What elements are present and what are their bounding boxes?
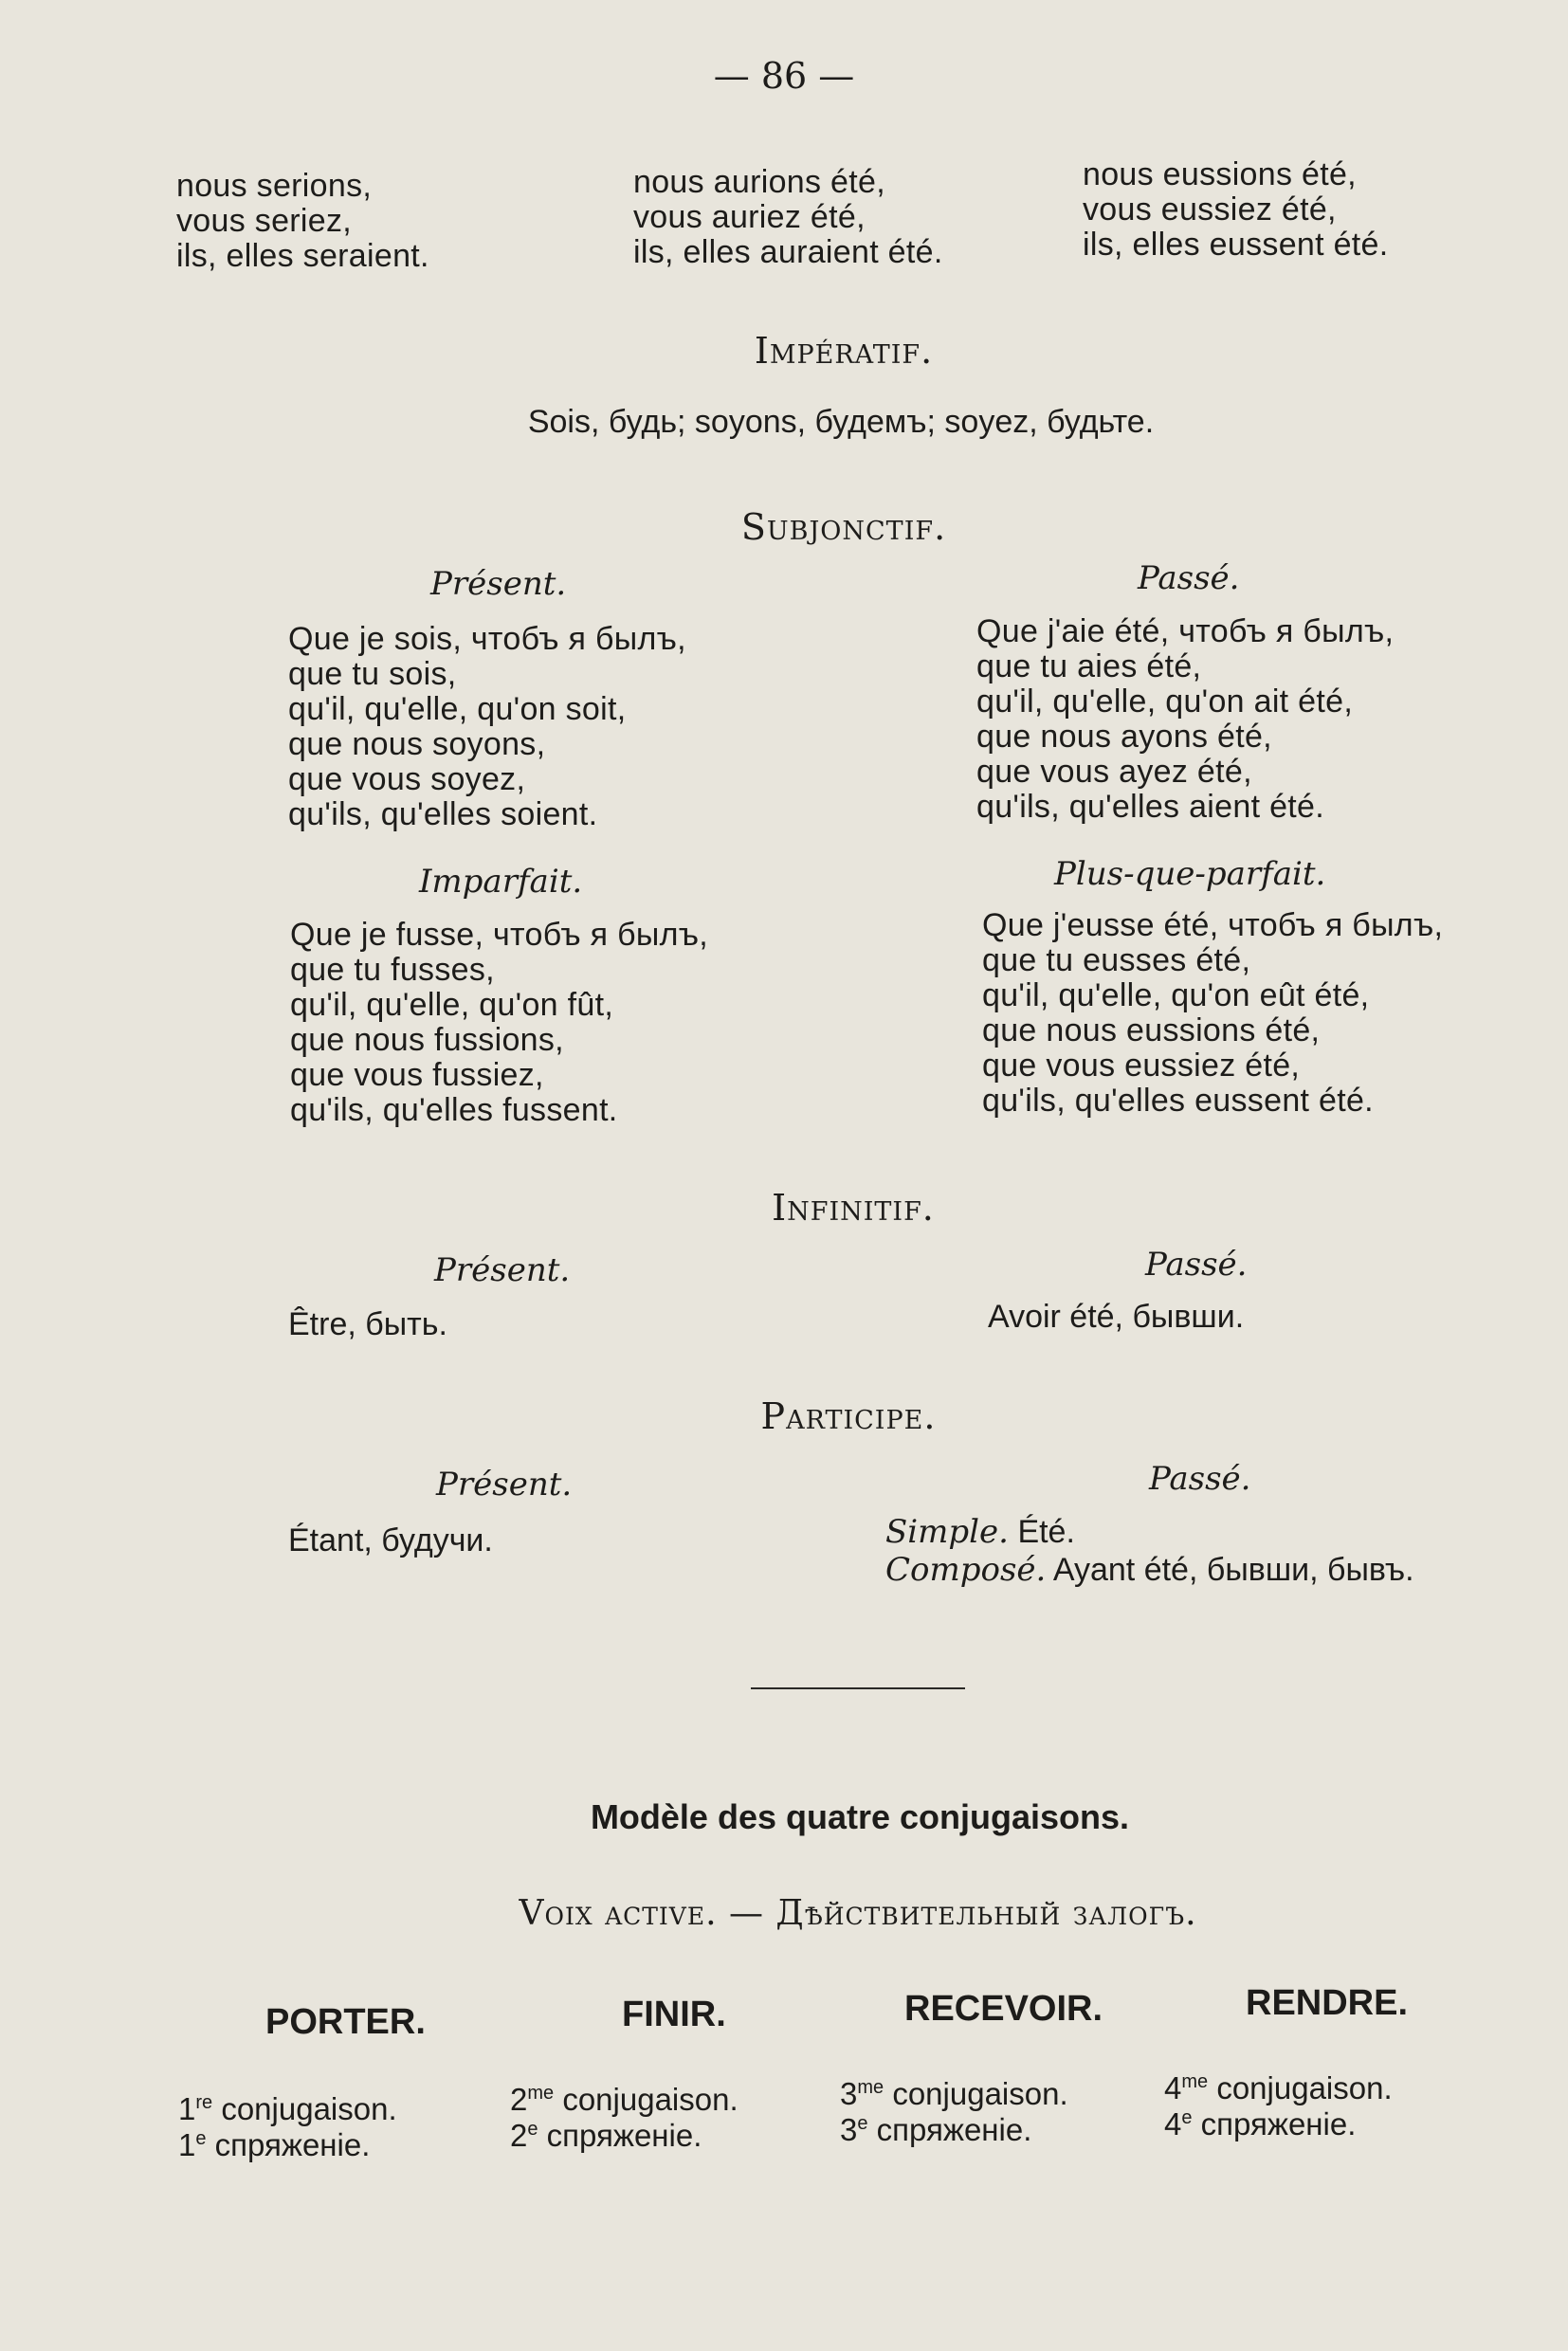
text-line: que vous eussiez été, [982, 1048, 1301, 1084]
text-line: nous eussions été, [1083, 156, 1357, 192]
text-line: qu'ils, qu'elles aient été. [976, 789, 1324, 825]
text-line: que tu aies été, [976, 648, 1202, 684]
text-line: qu'ils, qu'elles eussent été. [982, 1083, 1374, 1119]
subjonctif-present-block [288, 622, 686, 832]
participe-heading: Participe. [760, 1395, 937, 1437]
text-line: qu'ils, qu'elles soient. [288, 796, 598, 832]
verb-finir: FINIR. [622, 1995, 726, 2034]
simple-text: Été. [1017, 1514, 1075, 1550]
conjugaison-2: $2^{me}$ conjugaison. 2e спряженіе. [510, 2082, 738, 2153]
conjugaison-3: $3^{me}$ conjugaison. 3e спряженіе. [840, 2076, 1068, 2147]
participe-present-label: Présent. [436, 1466, 573, 1504]
subjonctif-passe-block [976, 614, 1394, 825]
participe-passe-label: Passé. [1149, 1460, 1251, 1498]
subjonctif-heading: Subjonctif. [740, 506, 947, 548]
text-line: Que je fusse, чтобъ я былъ, [290, 917, 709, 953]
section-divider [751, 1687, 965, 1689]
text-line: ils, elles seraient. [176, 238, 429, 274]
text-line: que tu fusses, [290, 952, 495, 988]
infinitif-passe-label: Passé. [1145, 1246, 1248, 1284]
text-line: vous auriez été, [633, 199, 866, 235]
verb-recevoir: RECEVOIR. [904, 1989, 1103, 2029]
compose-label: Composé. [885, 1551, 1047, 1589]
text-line: qu'il, qu'elle, qu'on fût, [290, 987, 614, 1023]
subjonctif-passe-label: Passé. [1138, 559, 1240, 597]
infinitif-present-label: Présent. [434, 1251, 571, 1289]
text-line: que tu eusses été, [982, 942, 1251, 978]
conditional-col-1 [176, 169, 429, 274]
text-line: que nous soyons, [288, 726, 546, 762]
text-line: que nous eussions été, [982, 1012, 1321, 1048]
infinitif-heading: Infinitif. [772, 1187, 935, 1229]
verb-rendre: RENDRE. [1246, 1983, 1409, 2023]
modele-title: Modèle des quatre conjugaisons. [590, 1797, 1130, 1836]
imperatif-heading: Impératif. [754, 330, 934, 372]
infinitif-passe-text: Avoir été, бывши. [988, 1299, 1245, 1335]
voix-active-heading: Voix active. — Дѣйствительный залогъ. [519, 1894, 1197, 1933]
text-line: que vous soyez, [288, 761, 526, 797]
text-line: nous aurions été, [633, 164, 885, 200]
text-line: Que j'eusse été, чтобъ я былъ, [982, 907, 1444, 943]
text-line: ils, elles eussent été. [1083, 227, 1389, 263]
text-line: qu'ils, qu'elles fussent. [290, 1092, 618, 1128]
page-number: — 86 — [713, 55, 855, 97]
participe-compose-line [885, 1551, 1414, 1589]
conditional-col-2 [633, 165, 943, 270]
verb-porter: PORTER. [265, 2002, 426, 2042]
subjonctif-imparfait-label: Imparfait. [419, 863, 583, 901]
text-line: nous serions, [176, 168, 373, 204]
participe-simple-line [885, 1513, 1414, 1551]
text-line: qu'il, qu'elle, qu'on eût été, [982, 977, 1370, 1013]
text-line: que vous fussiez, [290, 1057, 544, 1093]
imperatif-line: Sois, будь; soyons, будемъ; soyez, будьте. [527, 404, 1155, 440]
text-line: qu'il, qu'elle, qu'on soit, [288, 691, 627, 727]
conditional-col-3 [1083, 157, 1389, 263]
text-line: que tu sois, [288, 656, 457, 692]
subjonctif-plus-que-parfait-block [982, 908, 1443, 1119]
participe-passe-block [885, 1513, 1414, 1589]
text-line: vous seriez, [176, 203, 353, 239]
text-line: Que j'aie été, чтобъ я былъ, [976, 613, 1395, 649]
compose-text: Ayant été, бывши, бывъ. [1052, 1552, 1414, 1588]
text-line: ils, elles auraient été. [633, 234, 943, 270]
conjugaison-1: 1re conjugaison. 1e спряженіе. [178, 2091, 397, 2162]
text-line: que nous fussions, [290, 1022, 564, 1058]
subjonctif-imparfait-block [290, 918, 708, 1128]
text-line: qu'il, qu'elle, qu'on ait été, [976, 683, 1354, 720]
infinitif-present-text: Être, быть. [288, 1306, 447, 1342]
simple-label: Simple. [885, 1513, 1009, 1551]
text-line: vous eussiez été, [1083, 191, 1337, 228]
text-line: que nous ayons été, [976, 719, 1272, 755]
participe-present-text: Étant, будучи. [288, 1522, 493, 1558]
conjugaison-4: $4^{me}$ conjugaison. 4e спряженіе. [1164, 2070, 1393, 2141]
text-line: que vous ayez été, [976, 754, 1252, 790]
text-line: Que je sois, чтобъ я былъ, [288, 621, 686, 657]
subjonctif-present-label: Présent. [430, 565, 567, 603]
subjonctif-plus-que-parfait-label: Plus-que-parfait. [1054, 855, 1326, 893]
